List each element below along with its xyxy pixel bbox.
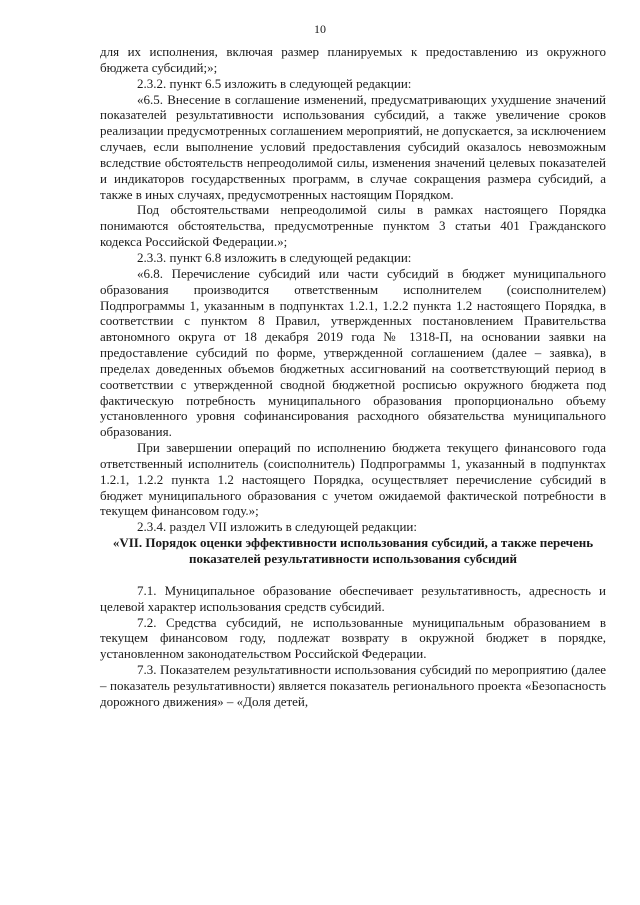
document-body: [100, 44, 606, 710]
paragraph-amendment-6-8: 2.3.3. пункт 6.8 изложить в следующей редакции:: [137, 249, 412, 265]
section-heading: «VII. Порядок оценки эффективности использования субсидий, а также перечень показателей результативности использования субсидий: [112, 535, 594, 566]
paragraph-clause-6-5: «6.5. Внесение в соглашение изменений, предусматривающих ухудшение значений показателей результативности использования субсидий, а также увеличение сроков реализации предусмотренных соглашением мероприятий, не допускается, за исключением случаев, если выполнение условий предоставления субсидий оказалось невозможным вследствие обстоятельств непреодолимой силы, изменения значений целевых показателей и индикаторов государственных программ, в случае сокращения размера субсидий, а также в иных случаях, предусмотренных настоящим Порядком.: [100, 91, 606, 202]
paragraph-continuation: для их исполнения, включая размер планируемых к предоставлению из окружного бюджета субсидий;»;: [100, 44, 606, 75]
paragraph-clause-7-2: 7.2. Средства субсидий, не использованные муниципальным образованием в текущем финансовом году, подлежат возврату в окружной бюджет в порядке, установленном законодательством Российской Федерации.: [100, 614, 606, 662]
paragraph-amendment-6-5: 2.3.2. пункт 6.5 изложить в следующей редакции:: [137, 75, 412, 91]
paragraph-amendment-section-7: 2.3.4. раздел VII изложить в следующей редакции:: [137, 519, 417, 535]
paragraph-clause-6-8: «6.8. Перечисление субсидий или части субсидий в бюджет муниципального образования производится ответственным исполнителем (соисполнителем) Подпрограммы 1, указанным в подпунктах 1.2.1, 1.2.2 пункта 1.2 настоящего Порядка, в соответствии с пунктом 8 Правил, утвержденных постановлением Правительства автономного округа от 18 декабря 2019 года № 1318-П, на основании заявки на предоставление субсидий по форме, утвержденной соглашением (далее – заявка), в пределах доведенных объемов бюджетных ассигнований на соответствующий период в соответствии с утвержденной сводной бюджетной росписью окружного бюджета под фактическую потребность муниципального образования пропорционально объему установленного уровня софинансирования расходного обязательства муниципального образования.: [100, 265, 606, 440]
paragraph-budget-completion: При завершении операций по исполнению бюджета текущего финансового года ответственный исполнитель (соисполнитель) Подпрограммы 1, указанный в подпунктах 1.2.1, 1.2.2 пункта 1.2 настоящего Порядка, осуществляет перечисление субсидий в бюджет муниципального образования с учетом ожидаемой фактической потребности в текущем финансовом году.»;: [100, 440, 606, 519]
page-number: 10: [314, 22, 326, 36]
paragraph-clause-7-1: 7.1. Муниципальное образование обеспечивает результативность, адресность и целевой характер использования средств субсидий.: [100, 582, 606, 614]
paragraph-force-majeure: Под обстоятельствами непреодолимой силы в рамках настоящего Порядка понимаются обстоятельства, предусмотренные пунктом 3 статьи 401 Гражданского кодекса Российской Федерации.»;: [100, 202, 606, 250]
paragraph-clause-7-3: 7.3. Показателем результативности использования субсидий по мероприятию (далее – показатель результативности) является показатель регионального проекта «Безопасность дорожного движения» – «Доля детей,: [100, 662, 606, 709]
spacer: [100, 567, 606, 583]
